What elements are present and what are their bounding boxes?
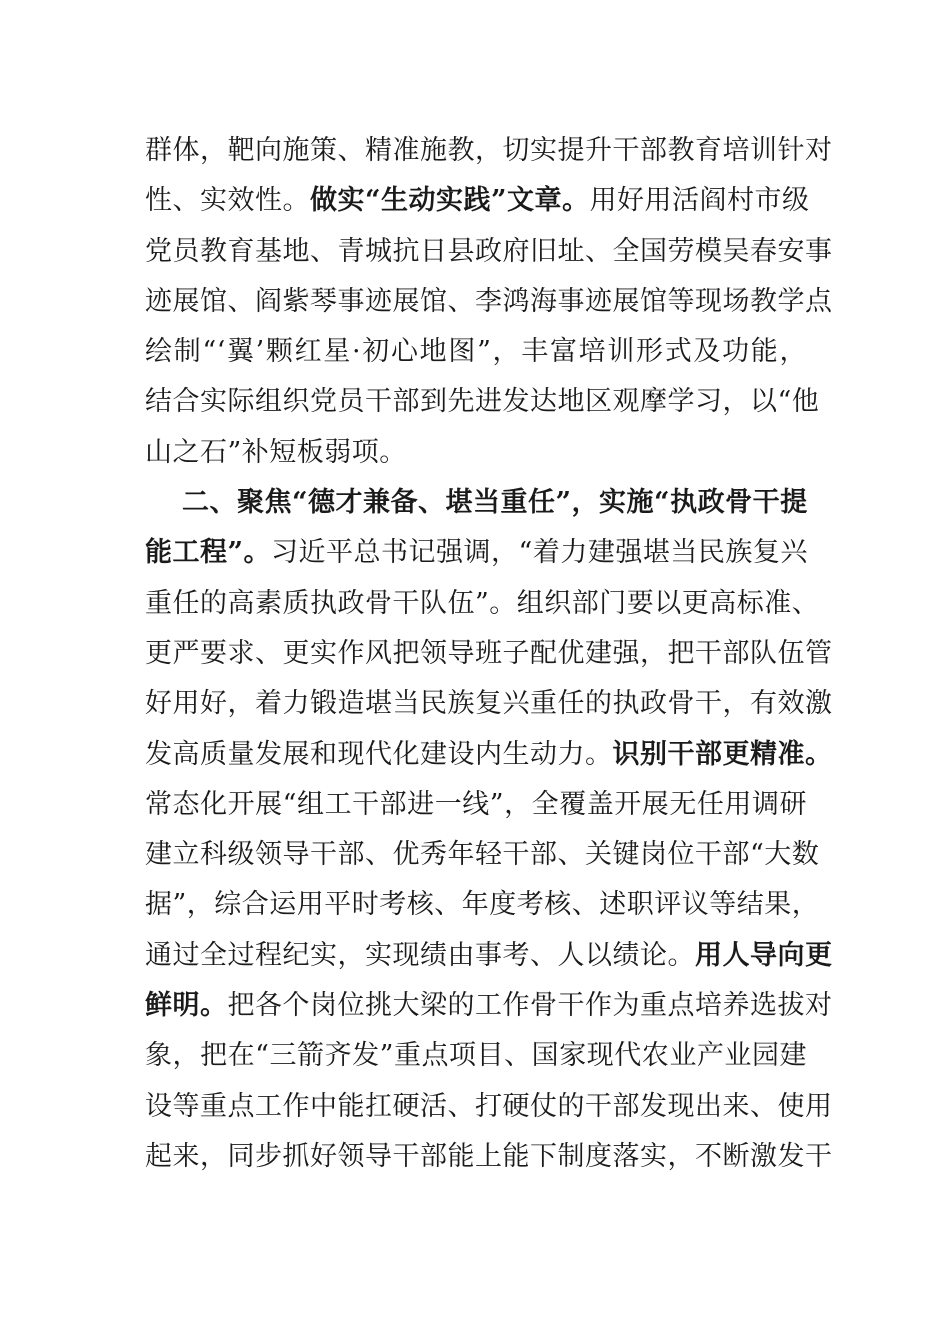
bold-heading-text: 能工程”。 bbox=[145, 537, 272, 569]
bold-heading-text: 二、聚焦“德才兼备、堪当重任”，实施“执政骨干提 bbox=[182, 487, 808, 519]
body-text-segment: 迹展馆、阎紫琴事迹展馆、李鸿海事迹展馆等现场教学点 bbox=[145, 285, 833, 317]
body-text bbox=[145, 126, 833, 1182]
bold-heading-text: 识别干部更精准。 bbox=[612, 738, 833, 770]
body-text-segment: 把各个岗位挑大梁的工作骨干作为重点培养选拔对 bbox=[227, 990, 833, 1022]
body-text-segment: 据”，综合运用平时考核、年度考核、述职评议等结果， bbox=[145, 889, 820, 921]
body-text-segment: 象，把在“三箭齐发”重点项目、国家现代农业产业园建 bbox=[145, 1040, 807, 1072]
text-line bbox=[145, 981, 833, 1031]
text-line bbox=[145, 730, 833, 780]
text-line bbox=[145, 277, 833, 327]
text-line bbox=[145, 579, 820, 629]
text-line bbox=[145, 780, 807, 830]
body-text-segment: 群体，靶向施策、精准施教，切实提升干部教育培训针对 bbox=[145, 135, 833, 166]
body-text-segment: 结合实际组织党员干部到先进发达地区观摩学习，以“他 bbox=[145, 386, 820, 418]
text-line bbox=[145, 880, 820, 930]
text-line bbox=[145, 679, 833, 729]
text-line bbox=[145, 327, 807, 377]
body-text-segment: 更严要求、更实作风把领导班子配优建强，把干部队伍管 bbox=[145, 637, 833, 669]
body-text-segment: 绘制“‘翼’颗红星·初心地图”，丰富培训形式及功能， bbox=[145, 336, 807, 368]
body-text-segment: 党员教育基地、青城抗日县政府旧址、全国劳模吴春安事 bbox=[145, 235, 833, 267]
body-text-segment: 常态化开展“组工干部进一线”，全覆盖开展无任用调研 bbox=[145, 788, 807, 820]
body-text-segment: 好用好，着力锻造堪当民族复兴重任的执政骨干，有效激 bbox=[145, 688, 833, 720]
body-text-segment: 山之石”补短板弱项。 bbox=[145, 436, 407, 468]
text-line bbox=[145, 126, 833, 176]
body-text-segment: 通过全过程纪实，实现绩由事考、人以绩论。 bbox=[145, 939, 695, 971]
body-text-segment: 建立科级领导干部、优秀年轻干部、关键岗位干部“大数 bbox=[145, 839, 820, 871]
text-line bbox=[145, 1132, 833, 1182]
body-text-segment: 用好用活阎村市级 bbox=[589, 185, 810, 217]
text-line bbox=[145, 176, 810, 226]
body-text-segment: 发高质量发展和现代化建设内生动力。 bbox=[145, 738, 613, 770]
text-line bbox=[145, 830, 820, 880]
text-line bbox=[145, 931, 833, 981]
text-line bbox=[145, 629, 833, 679]
body-text-segment: 设等重点工作中能扛硬活、打硬仗的干部发现出来、使用 bbox=[145, 1090, 833, 1122]
text-line bbox=[145, 227, 833, 277]
text-line bbox=[145, 377, 820, 427]
bold-heading-text: 做实“生动实践”文章。 bbox=[310, 185, 590, 217]
text-line bbox=[145, 478, 807, 528]
text-line bbox=[145, 1031, 807, 1081]
body-text-segment: 习近平总书记强调，“着力建强堪当民族复兴 bbox=[271, 537, 808, 569]
body-text-segment: 重任的高素质执政骨干队伍”。组织部门要以更高标准、 bbox=[145, 587, 820, 619]
text-line bbox=[145, 528, 807, 578]
bold-heading-text: 鲜明。 bbox=[145, 990, 228, 1022]
body-text-segment: 性、实效性。 bbox=[145, 185, 310, 217]
text-line bbox=[145, 1082, 833, 1132]
body-text-segment: 起来，同步抓好领导干部能上能下制度落实，不断激发干 bbox=[145, 1140, 833, 1172]
bold-heading-text: 用人导向更 bbox=[695, 939, 833, 971]
text-line bbox=[145, 428, 807, 478]
